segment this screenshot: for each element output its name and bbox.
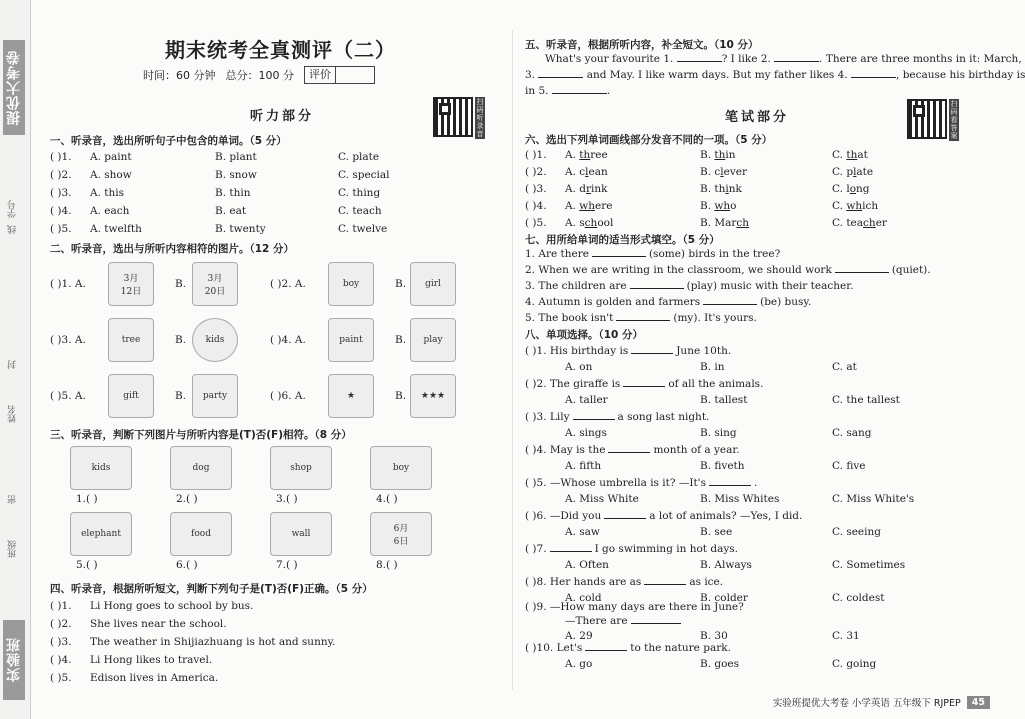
s8-question [525, 601, 744, 613]
picture-option[interactable]: paint [328, 318, 374, 362]
sentence-part: 2. When we are writing in the classroom, we should work [525, 264, 832, 276]
footer-text: 实验班提优大考卷 小学英语 五年级下 RJPEP [772, 698, 961, 709]
feng-mark: 封 [8, 360, 18, 369]
option-a[interactable]: A. taller [565, 394, 608, 406]
sentence-part: (quiet). [891, 264, 931, 276]
s2-b-label: B. [175, 334, 187, 346]
sentence-part: 5. The book isn't [525, 312, 614, 324]
section7-title: 七、用所给单词的适当形式填空。（5 分） [525, 234, 720, 246]
question-text: a song last night. [617, 411, 710, 423]
t-f-answer[interactable]: 3.( ) [276, 493, 298, 505]
option-b[interactable]: B. colder [700, 592, 748, 604]
qr-code-icon[interactable] [433, 97, 473, 137]
picture-option[interactable]: boy [328, 262, 374, 306]
s8-question [525, 642, 731, 654]
option-a: A. paint [90, 151, 132, 163]
option-c[interactable]: C. the tallest [832, 394, 900, 406]
t-f-picture: 6月 6日 [370, 512, 432, 556]
t-f-picture: boy [370, 446, 432, 490]
t-f-answer[interactable]: 5.( ) [76, 559, 98, 571]
blank-2[interactable] [774, 61, 819, 62]
picture-option[interactable]: ★★★ [410, 374, 456, 418]
class-label: 班级 [8, 540, 18, 558]
picture-option[interactable]: tree [108, 318, 154, 362]
name-label: 姓名 [8, 405, 18, 423]
answer-bracket[interactable]: ( )5. [50, 223, 72, 235]
blank-3[interactable] [538, 77, 583, 78]
section2-title: 二、听录音，选出与所听内容相符的图片。（12 分） [50, 243, 295, 255]
question-text[interactable]: ( )10. Let's [525, 642, 583, 654]
answer-bracket[interactable]: ( )2. [50, 169, 72, 181]
answer-blank[interactable] [623, 386, 665, 387]
t-f-answer[interactable]: 1.( ) [76, 493, 98, 505]
answer-blank[interactable] [585, 650, 627, 651]
picture-option[interactable]: gift [108, 374, 154, 418]
t-f-answer[interactable]: 4.( ) [376, 493, 398, 505]
answer-blank[interactable] [709, 485, 751, 486]
brand-logo-bottom: 实验班 [3, 620, 25, 700]
question-text: of all the animals. [668, 378, 764, 390]
question-text: a lot of animals? —Yes, I did. [649, 510, 803, 522]
fill-blank[interactable] [592, 256, 646, 257]
s7-fill-row [525, 264, 931, 276]
seal-mark: 密 [8, 495, 18, 504]
s7-fill-row [525, 312, 757, 324]
option-a[interactable]: A. go [565, 658, 593, 670]
option-c[interactable]: C. Miss White's [832, 493, 915, 505]
question-text[interactable]: ( )4. May is the [525, 444, 606, 456]
s7-fill-row [525, 296, 811, 308]
answer-bracket[interactable]: ( )5. [50, 672, 72, 684]
option-a: A. school [565, 217, 614, 229]
qr-answer-label: 扫码看答案 [950, 100, 958, 140]
option-b: B. eat [215, 205, 247, 217]
option-b[interactable]: B. goes [700, 658, 740, 670]
statement-text: She lives near the school. [90, 618, 227, 630]
writing-heading: 笔试部分 [725, 110, 790, 125]
time-limit: 时间：60 分钟 [143, 69, 216, 82]
option-b[interactable]: B. Miss Whites [700, 493, 780, 505]
option-b[interactable]: B. Always [700, 559, 752, 571]
answer-bracket[interactable]: ( )4. [525, 200, 547, 212]
option-a: A. this [90, 187, 124, 199]
option-a[interactable]: A. 29 [565, 630, 593, 642]
s8-question [525, 411, 709, 423]
question-text: month of a year. [653, 444, 740, 456]
section3-title: 三、听录音，判断下列图片与所听内容是(T)否(F)相符。（8 分） [50, 429, 352, 441]
question-text[interactable]: ( )8. Her hands are as [525, 576, 642, 588]
t-f-answer[interactable]: 7.( ) [276, 559, 298, 571]
followup-text: —There are [565, 615, 628, 627]
fill-blank[interactable] [703, 304, 757, 305]
option-c: C. that [832, 149, 868, 161]
answer-bracket[interactable]: ( )4. [50, 654, 72, 666]
fill-blank[interactable] [630, 288, 684, 289]
s2-b-label: B. [175, 390, 187, 402]
question-text[interactable]: ( )3. Lily [525, 411, 570, 423]
option-a[interactable]: A. sings [565, 427, 607, 439]
sentence-part: 1. Are there [525, 248, 589, 260]
brand-logo-top: 提优大考卷 [3, 40, 25, 135]
option-b: B. thin [700, 149, 736, 161]
option-c[interactable]: C. five [832, 460, 866, 472]
answer-bracket[interactable]: ( )3. [50, 636, 72, 648]
s2-q-label[interactable]: ( )4. A. [270, 334, 306, 346]
picture-option[interactable]: ★ [328, 374, 374, 418]
s2-b-label: B. [395, 334, 407, 346]
t-f-picture: dog [170, 446, 232, 490]
t-f-picture: food [170, 512, 232, 556]
s2-q-label[interactable]: ( )3. A. [50, 334, 86, 346]
option-c: C. plate [832, 166, 874, 178]
s2-b-label: B. [175, 278, 187, 290]
option-c[interactable]: C. going [832, 658, 877, 670]
option-c: C. twelve [338, 223, 388, 235]
question-text[interactable]: ( )6. —Did you [525, 510, 602, 522]
option-a: A. clean [565, 166, 608, 178]
option-c: C. special [338, 169, 390, 181]
answer-bracket[interactable]: ( )1. [525, 149, 547, 161]
answer-blank[interactable] [631, 623, 681, 624]
section1-title: 一、听录音，选出所听句子中包含的单词。（5 分） [50, 135, 287, 147]
option-c: C. which [832, 200, 879, 212]
binding-spine [0, 0, 31, 719]
question-text[interactable]: ( )9. —How many days are there in June? [525, 601, 744, 613]
answer-bracket[interactable]: ( )3. [525, 183, 547, 195]
fill-blank[interactable] [835, 272, 889, 273]
option-b: B. clever [700, 166, 748, 178]
option-a: A. drink [565, 183, 608, 195]
option-b[interactable]: B. sing [700, 427, 737, 439]
t-f-answer[interactable]: 8.( ) [376, 559, 398, 571]
question-followup [565, 615, 681, 627]
section8-title: 八、单项选择。（10 分） [525, 329, 644, 341]
picture-option[interactable]: kids [192, 318, 238, 362]
option-c: C. plate [338, 151, 380, 163]
option-c: C. teacher [832, 217, 887, 229]
section5-title: 五、听录音，根据所听内容，补全短文。（10 分） [525, 39, 759, 51]
t-f-picture: kids [70, 446, 132, 490]
option-b[interactable]: B. fiveth [700, 460, 745, 472]
s8-question [525, 378, 763, 390]
passage-line-1: What's your favourite 1. ? I like 2. . There are three months in it: March, [545, 53, 1022, 65]
statement-text: Edison lives in America. [90, 672, 219, 684]
question-text[interactable]: ( )1. His birthday is [525, 345, 629, 357]
sentence-part: (my). It's yours. [673, 312, 757, 324]
s8-question [525, 576, 723, 588]
qr-code-answers-icon[interactable] [907, 99, 947, 139]
picture-option[interactable]: play [410, 318, 456, 362]
question-text: as ice. [689, 576, 724, 588]
page-footer [773, 695, 990, 709]
answer-bracket[interactable]: ( )4. [50, 205, 72, 217]
evaluation-box[interactable] [304, 66, 375, 84]
option-a[interactable]: A. cold [565, 592, 602, 604]
t-f-picture: elephant [70, 512, 132, 556]
question-text[interactable]: ( )5. —Whose umbrella is it? —It's [525, 477, 706, 489]
answer-blank[interactable] [644, 584, 686, 585]
exam-title: 期末统考全真测评（二） [165, 38, 396, 62]
s2-q-label[interactable]: ( )1. A. [50, 278, 86, 290]
section6-title: 六、选出下列单词画线部分发音不同的一项。（5 分） [525, 134, 773, 146]
answer-blank[interactable] [550, 551, 592, 552]
option-b: B. thin [215, 187, 251, 199]
exam-meta [143, 66, 375, 84]
evaluation-label: 评价 [305, 67, 336, 83]
option-a: A. where [565, 200, 613, 212]
picture-option[interactable]: 3月 20日 [192, 262, 238, 306]
s8-question [525, 477, 757, 489]
number-label: 学号 [8, 200, 18, 218]
option-a: A. each [90, 205, 130, 217]
blank-1[interactable] [677, 61, 722, 62]
answer-blank[interactable] [608, 452, 650, 453]
answer-blank[interactable] [573, 419, 615, 420]
question-text: to the nature park. [630, 642, 731, 654]
t-f-answer[interactable]: 2.( ) [176, 493, 198, 505]
s2-b-label: B. [395, 390, 407, 402]
right-page [525, 0, 1025, 719]
answer-bracket[interactable]: ( )2. [525, 166, 547, 178]
option-b[interactable]: B. in [700, 361, 725, 373]
question-text[interactable]: ( )7. [525, 543, 547, 555]
s2-b-label: B. [395, 278, 407, 290]
option-a: A. twelfth [90, 223, 142, 235]
question-text[interactable]: ( )2. The giraffe is [525, 378, 621, 390]
option-a[interactable]: A. Often [565, 559, 609, 571]
t-f-picture: shop [270, 446, 332, 490]
option-a[interactable]: A. Miss White [565, 493, 639, 505]
s7-fill-row [525, 248, 780, 260]
option-b[interactable]: B. tallest [700, 394, 748, 406]
blank-4[interactable] [851, 77, 896, 78]
option-c[interactable]: C. seeing [832, 526, 881, 538]
option-a[interactable]: A. fifth [565, 460, 602, 472]
line-mark: 线 [8, 225, 18, 234]
answer-bracket[interactable]: ( )2. [50, 618, 72, 630]
listening-heading: 听力部分 [250, 109, 315, 124]
option-c: C. teach [338, 205, 382, 217]
s2-q-label[interactable]: ( )2. A. [270, 278, 306, 290]
option-c[interactable]: C. Sometimes [832, 559, 906, 571]
page-number: 45 [967, 696, 990, 709]
sentence-part: 3. The children are [525, 280, 627, 292]
sentence-part: (play) music with their teacher. [686, 280, 854, 292]
option-b[interactable]: B. 30 [700, 630, 728, 642]
blank-5[interactable] [552, 93, 607, 94]
total-score: 总分：100 分 [225, 69, 294, 82]
s2-q-label[interactable]: ( )6. A. [270, 390, 306, 402]
answer-bracket[interactable]: ( )5. [525, 217, 547, 229]
option-c[interactable]: C. coldest [832, 592, 885, 604]
passage-line-3: in 5. . [525, 85, 611, 97]
question-text: I go swimming in hot days. [594, 543, 738, 555]
answer-blank[interactable] [631, 353, 673, 354]
answer-bracket[interactable]: ( )1. [50, 151, 72, 163]
option-a: A. three [565, 149, 608, 161]
passage-line-2: 3. and May. I like warm days. But my father likes 4. , because his birthday is [525, 69, 1025, 81]
page-divider [512, 30, 513, 690]
option-b: B. snow [215, 169, 257, 181]
s8-question [525, 345, 731, 357]
s7-fill-row [525, 280, 853, 292]
qr-label: 扫码听录音 [476, 98, 484, 138]
answer-blank[interactable] [604, 518, 646, 519]
answer-bracket[interactable]: ( )3. [50, 187, 72, 199]
question-text: . [753, 477, 758, 489]
fill-blank[interactable] [616, 320, 670, 321]
option-c: C. thing [338, 187, 381, 199]
left-page [50, 0, 505, 719]
statement-text: Li Hong likes to travel. [90, 654, 213, 666]
s8-question [525, 510, 802, 522]
option-c: C. long [832, 183, 870, 195]
t-f-answer[interactable]: 6.( ) [176, 559, 198, 571]
option-b[interactable]: B. see [700, 526, 733, 538]
option-c[interactable]: C. at [832, 361, 857, 373]
option-c[interactable]: C. 31 [832, 630, 860, 642]
option-b: B. who [700, 200, 737, 212]
option-b: B. plant [215, 151, 257, 163]
s2-q-label[interactable]: ( )5. A. [50, 390, 86, 402]
s8-question [525, 543, 738, 555]
t-f-picture: wall [270, 512, 332, 556]
picture-option[interactable]: girl [410, 262, 456, 306]
option-b: B. twenty [215, 223, 266, 235]
picture-option[interactable]: party [192, 374, 238, 418]
option-a: A. show [90, 169, 132, 181]
sentence-part: 4. Autumn is golden and farmers [525, 296, 701, 308]
option-a[interactable]: A. saw [565, 526, 600, 538]
option-c[interactable]: C. sang [832, 427, 872, 439]
s8-question [525, 444, 740, 456]
sentence-part: (some) birds in the tree? [648, 248, 781, 260]
sentence-part: (be) busy. [760, 296, 812, 308]
question-text: June 10th. [676, 345, 732, 357]
picture-option[interactable]: 3月 12日 [108, 262, 154, 306]
statement-text: The weather in Shijiazhuang is hot and sunny. [90, 636, 336, 648]
option-a[interactable]: A. on [565, 361, 593, 373]
section4-title: 四、听录音，根据所听短文，判断下列句子是(T)否(F)正确。（5 分） [50, 583, 373, 595]
statement-text: Li Hong goes to school by bus. [90, 600, 254, 612]
option-b: B. March [700, 217, 750, 229]
option-b: B. think [700, 183, 742, 195]
answer-bracket[interactable]: ( )1. [50, 600, 72, 612]
